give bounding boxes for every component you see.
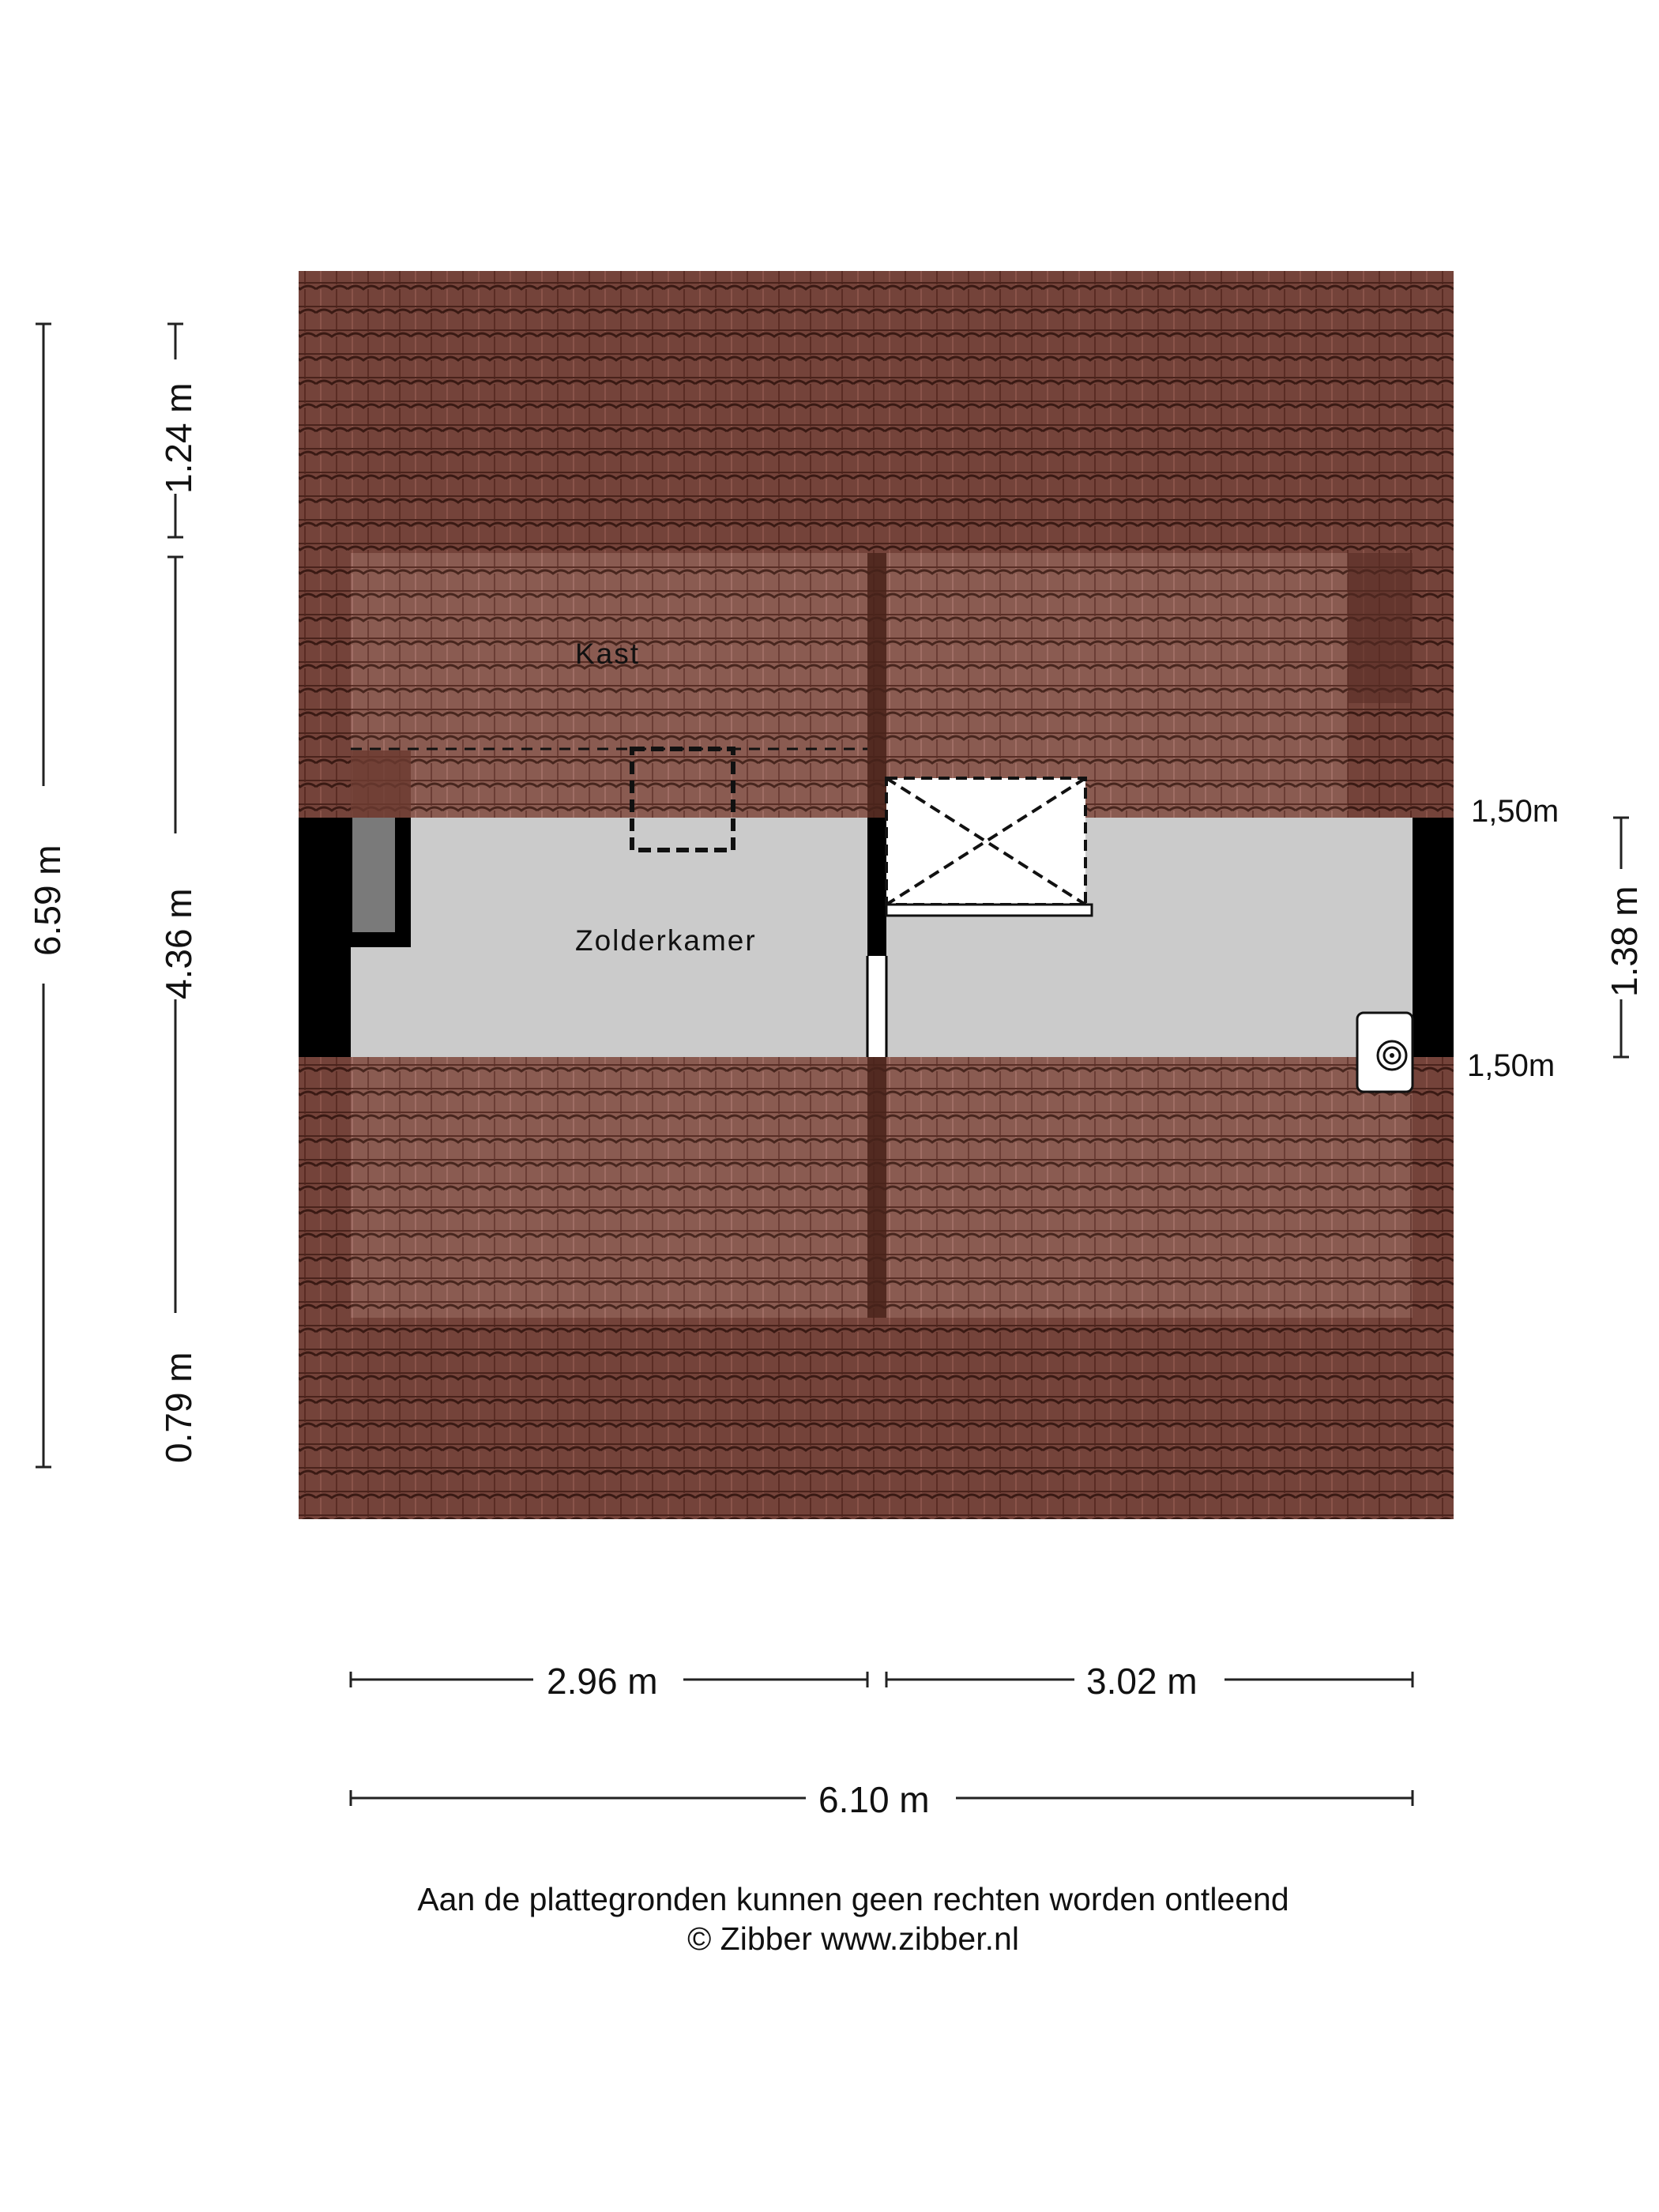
dim-total-width-label: 6.10 m	[818, 1779, 930, 1820]
roof-zone-upper-left	[351, 553, 867, 818]
headroom-upper-label: 1,50m	[1471, 794, 1559, 829]
dim-width-right	[886, 1661, 1413, 1702]
dim-middle-span	[158, 557, 199, 1313]
roof-zone-lower-right	[886, 1057, 1413, 1318]
footer-copyright: © Zibber www.zibber.nl	[687, 1920, 1019, 1957]
boiler-icon	[1357, 1013, 1413, 1092]
dim-room-depth	[1604, 818, 1645, 1057]
dim-room-depth-label: 1.38 m	[1604, 886, 1645, 997]
roof-zone-upper-right	[886, 553, 1348, 818]
wall-middle	[867, 818, 886, 956]
dim-lower-roof	[158, 1352, 199, 1463]
dim-total-height-label: 6.59 m	[27, 845, 68, 956]
wall-left	[299, 818, 351, 1057]
dim-total-width	[351, 1779, 1413, 1820]
door-gap	[867, 956, 886, 1057]
room-label-attic-room: Zolderkamer	[575, 924, 757, 957]
room-label-closet: Kast	[575, 638, 641, 670]
dim-width-right-label: 3.02 m	[1086, 1661, 1198, 1702]
chimney-top	[351, 750, 411, 818]
wall-right	[1413, 818, 1454, 1057]
skylight-sill	[886, 905, 1092, 916]
roof-offset	[1348, 553, 1413, 703]
footer-disclaimer: Aan de plattegronden kunnen geen rechten worden ontleend	[417, 1881, 1289, 1917]
dim-width-left	[351, 1661, 867, 1702]
roof-zone-lower-left	[351, 1057, 867, 1318]
dim-width-left-label: 2.96 m	[547, 1661, 658, 1702]
headroom-lower-label: 1,50m	[1467, 1048, 1556, 1083]
dim-upper-roof	[158, 324, 199, 537]
dim-total-height	[27, 324, 68, 1467]
dim-lower-roof-label: 0.79 m	[158, 1352, 199, 1463]
chimney-inner	[352, 818, 395, 932]
dim-middle-span-label: 4.36 m	[158, 888, 199, 999]
dim-upper-roof-label: 1.24 m	[158, 382, 199, 494]
